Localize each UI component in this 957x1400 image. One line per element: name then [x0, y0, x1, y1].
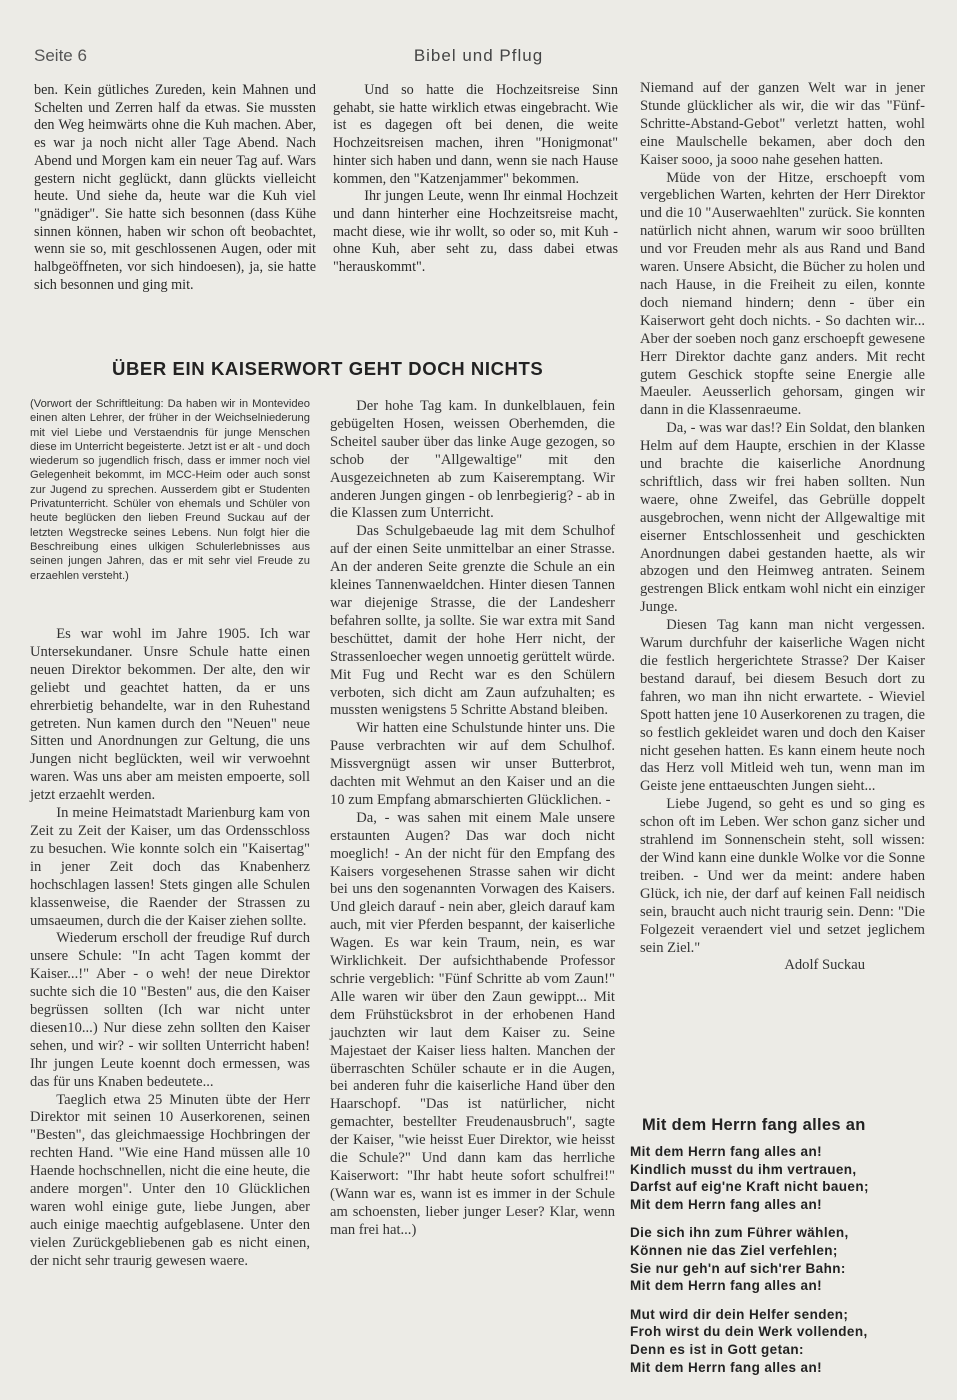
paragraph: Müde von der Hitze, erschoepft vom vergeblichen Warten, kehrten der Herr Direktor und die 10 "Auserwaehlten" zurück. Sie konnten natürlich nicht ahnen, warum wir sooo brüllten und vor Freuden mehr als aus Rand und Band waren. Unsere Absicht, die Bücher zu holen und nach Hause, in die Freiheit zu eilen, konnte doch niemand hindern; denn - über ein Kaiserwort geht doch nichts. - So dachten wir... Aber der soeben noch ganz erschoepft gewesene Herr Direktor dachte ganz anders. Mit recht gutem Geschick stopfte seine Energie alle Maeuler. Aeusserlich gehorsam, gingen wir dann in die Klassenraeume. — [640, 169, 925, 419]
poem — [630, 1143, 930, 1387]
article-column-middle — [330, 398, 615, 1240]
poem-stanza — [630, 1143, 930, 1213]
page-number: Seite 6 — [34, 46, 87, 65]
poem-line: Können nie das Ziel verfehlen; — [630, 1242, 838, 1258]
paragraph: Wir hatten eine Schulstunde hinter uns. Die Pause verbrachten wir auf dem Schulhof. Missvergnügt assen wir unser Butterbrot, dachten mit Wehmut an den Kaiser und an die 10 zum Empfang abmarschierten Glücklichen. - — [330, 720, 615, 808]
poem-line: Darfst auf eig'ne Kraft nicht bauen; — [630, 1179, 869, 1195]
top-left-column — [34, 82, 316, 294]
paragraph: Liebe Jugend, so geht es und so ging es schon oft im Leben. Wer schon ganz sicher und strahlend im Sonnenschein steht, soll wissen: der Wind kann eine dunkle Wolke vor die Sonne treiben. - Und wer da meint: andere haben Glück, ich nie, der darf auf keinen Fall neidisch sein, braucht auch nicht traurig sein. Denn: "Die Folgezeit veraendert viel und setzet jeglichem sein Ziel." — [640, 796, 925, 956]
article-author: Adolf Suckau — [784, 957, 865, 974]
paragraph: Es war wohl im Jahre 1905. Ich war Untersekundaner. Unsre Schule hatte einen neuen Direktor bekommen. Der alte, den wir geliebt und geachtet hatten, da er uns ehrerbietig behandelte, war in den Ruhestand getreten. Nun kamen durch den "Neuen" neue Sitten und Anordnungen zur Geltung, die uns Jungen nicht beglückten, weil wir verwoehnt waren. Was uns aber am meisten empoerte, soll jetzt erzaehlt werden. — [30, 626, 310, 804]
poem-line: Kindlich musst du ihm vertrauen, — [630, 1161, 857, 1177]
article-column-left — [30, 626, 310, 1271]
poem-line: Mut wird dir dein Helfer senden; — [630, 1306, 849, 1322]
poem-line: Froh wirst du dein Werk vollenden, — [630, 1324, 868, 1340]
poem-line: Mit dem Herrn fang alles an! — [630, 1196, 822, 1212]
paragraph: Und so hatte die Hochzeitsreise Sinn gehabt, sie hatte wirklich etwas eingebracht. Wie ist es dagegen oft bei denen, die weite Hochzeitsreisen machen, ihren "Honigmonat" hinter sich haben und dann, wenn sie nach Hause kommen, den "Katzenjammer" bekommen. — [333, 82, 618, 187]
paragraph: Da, - was sahen mit einem Male unsere erstaunten Augen? Das war doch nicht moeglich! - An der nicht für den Empfang des Kaisers vorgesehenen Strasse sahen wir dicht bei uns den sogenannten Vorwagen des Kaisers. Und gleich darauf - nein aber, gleich darauf kam auch, mit vier Pferden bespannt, der kaiserliche Wagen. Es war kein Traum, nein, es war Wirklichkeit. Der aufsichthabende Professor schrie vergeblich: "Fünf Schritte ab vom Zaun!" Alle waren wir über den Zaun gewippt... Mit dem Frühstücksbrot in der erhobenen Hand jauchzten wir laut dem Kaiser zu. Seine Majestaet der Kaiser liess halten. Manchen der überraschten Schüler schaute er in die Augen, bei anderen fuhr die kaiserliche Hand über den Haarschopf. "Das ist natürlicher, nicht gemachter, bestellter Freudenausbruch", sagte der Kaiser, "wie heisst Euer Direktor, wie heisst die Schule?" Und dann kam das herrliche Kaiserwort: "Ihr habt heute sofort schulfrei!" (Wann war es, wann ist es immer in der Schule am schoensten, lieber junger Leser? Klar, wenn man frei hat...) — [330, 809, 615, 1238]
poem-stanza — [630, 1224, 930, 1294]
poem-line: Mit dem Herrn fang alles an! — [630, 1359, 822, 1375]
top-middle-column — [333, 82, 618, 277]
publication-title: Bibel und Pflug — [413, 46, 544, 65]
article-headline: ÜBER EIN KAISERWORT GEHT DOCH NICHTS — [112, 358, 544, 379]
article-column-right — [640, 80, 925, 975]
paragraph: ben. Kein gütliches Zureden, kein Mahnen und Schelten und Zerren half da etwas. Sie mussten den Weg heimwärts ohne die Kuh machen. Aber, es war ja noch nicht aller Tage Abend. Nach Abend und Morgen kam ein neuer Tag auf. Wars gestern nicht geglückt, dann glückts vielleicht heute. Und siehe da, heute war die Kuh viel "gnädiger". Sie hatte sich besonnen (dass Kühe sinnen können, haben wir schon oft beobachtet, wenn sie so, mit geschlossenen Augen, oder mit halbgeöffneten, vor sich hindoesen), ja, sie hatte sich besonnen und ging mit. — [34, 82, 316, 293]
paragraph: Das Schulgebaeude lag mit dem Schulhof auf der einen Seite unmittelbar an einer Strasse. An der anderen Seite grenzte die Schule an ein kleines Tannenwaeldchen. Hinter diesen Tannen war diejenige Strasse, die der Landesherr befahren sollte, ja sollte. Sie war extra mit Sand beschüttet, damit der hohe Herr nicht, der Strassenloecher wegen unnoetig gerüttelt würde. Mit Fug und Recht war es den Schülern verboten, sich dicht am Zaun aufzuhalten; es mussten wenigstens 5 Schritte Abstand bleiben. — [330, 523, 615, 719]
paragraph: Niemand auf der ganzen Welt war in jener Stunde glücklicher als wir, die wir das "Fünf-Schritte-Abstand-Gebot" verletzt hatten, wohl eine Maulschelle bekamen, aber doch den Kaiser sooo, ja sooo nahe gesehen hatten. — [640, 80, 925, 168]
poem-line: Mit dem Herrn fang alles an! — [630, 1278, 822, 1294]
paragraph: Da, - was war das!? Ein Soldat, den blanken Helm auf dem Haupte, erschien in der Klasse und brachte die kaiserliche Anordnung schriftlich, dass wir frei haben sollten. Nun waere, ohne Zweifel, das Gebrülle doppelt ausgebrochen, wenn nicht der Allgewaltige mit eiserner Entschlossenheit und geschickten Anordnungen dabei gestanden haette, als wir abzogen und den Heimweg antraten. Seinem gestrengen Blick entkam wohl nicht ein einziger Junge. — [640, 420, 925, 616]
poem-title: Mit dem Herrn fang alles an — [642, 1116, 866, 1134]
poem-line: Sie nur geh'n auf sich'rer Bahn: — [630, 1260, 846, 1276]
editorial-foreword: (Vorwort der Schriftleitung: Da haben wir in Montevideo einen alten Lehrer, der früher in der Weichselniederung mit viel Liebe und Verstaendnis für junge Menschen diese im Unterricht begeisterte. Jetzt ist er alt - und doch wiederum so jugendlich frisch, dass er immer noch viel Gelegenheit bekommt, im MCC-Heim oder auch sonst zur Jugend zu sprechen. Ausserdem gibt er Studenten Privatunterricht. Schüler von ehemals und Schüler von heute beglücken den lieben Freund Suckau auf der letzten Wegstrecke seines Lebens. Nun folgt hier die Beschreibung eines ulkigen Schulerlebnisses aus seinen jungen Jahren, das er mit sehr viel Freude zu erzaehlen versteht.) — [30, 398, 310, 582]
paragraph: In meine Heimatstadt Marienburg kam von Zeit zu Zeit der Kaiser, um das Ordensschloss zu besuchen. Wie konnte solch ein "Kaisertag" in jener Zeit doch das Knabenherz hochschlagen lassen! Stets gingen alle Schulen klassenweise, die Raender der Strassen zu umsaeumen, durch die der Kaiser ziehen sollte. — [30, 805, 310, 929]
poem-line: Mit dem Herrn fang alles an! — [630, 1144, 822, 1159]
poem-line: Denn es ist in Gott getan: — [630, 1341, 804, 1357]
paragraph: Diesen Tag kann man nicht vergessen. Warum durchfuhr der kaiserliche Wagen nicht die festlich hergerichtete Strasse? Der Kaiser bestand darauf, bei diesem Besuch dort zu fahren, wo man ihn nicht erwartete. - Wieviel Spott hatten jene 10 Auserkorenen zu tragen, die so festlich gekleidet waren und doch den Kaiser nicht gesehen hatten. Es kann einem heute noch das Herz voll Mitleid weh tun, wenn man im Geiste jene enttaeuschten Jungen sieht... — [640, 617, 925, 795]
paragraph: Der hohe Tag kam. In dunkelblauen, fein gebügelten Hosen, weissen Oberhemden, die Scheitel sauber über das linke Auge gezogen, so schob der "Allgewaltige" mit den Ausgezeichneten ab zum Kaiseremptang. Wir anderen Jungen gingen - ob lenrbegierig? - ab in die Klassen zum Unterricht. — [330, 398, 615, 522]
poem-stanza — [630, 1306, 930, 1376]
paragraph: Ihr jungen Leute, wenn Ihr einmal Hochzeit und dann hinterher eine Hochzeitsreise macht, macht diese, wie ihr wollt, so oder so, mit Kuh - ohne Kuh, aber seht zu, dass dabei etwas "herauskommt". — [333, 188, 618, 276]
paragraph: Wiederum erscholl der freudige Ruf durch unsere Schule: "In acht Tagen kommt der Kaiser...!" Aber - o weh! der neue Direktor suchte sich die 10 "Besten" aus, die den Kaiser begrüssen sollten (Ich war nicht unter diesen10...) Nur diese zehn sollten den Kaiser sehen, und wir? - wir sollten Unterricht haben! Ihr jungen Leute koennt doch ermessen, was das für uns Knaben bedeutete... — [30, 930, 310, 1090]
poem-line: Die sich ihn zum Führer wählen, — [630, 1225, 849, 1241]
paragraph: Taeglich etwa 25 Minuten übte der Herr Direktor mit seinen 10 Auserkorenen, seinen "Besten", das gleichmaessige Hochbringen der rechten Hand. "Wie eine Hand müssen alle 10 Haende hochschnellen, nicht die eine heute, die andere morgen". Unter den 10 Glücklichen waren wohl einige gute, liebe Jungen, aber auch einige maechtig aufgeblasene. Unter den vielen Zurückgebliebenen gab es nicht einen, der nicht sehr traurig gewesen waere. — [30, 1091, 310, 1269]
